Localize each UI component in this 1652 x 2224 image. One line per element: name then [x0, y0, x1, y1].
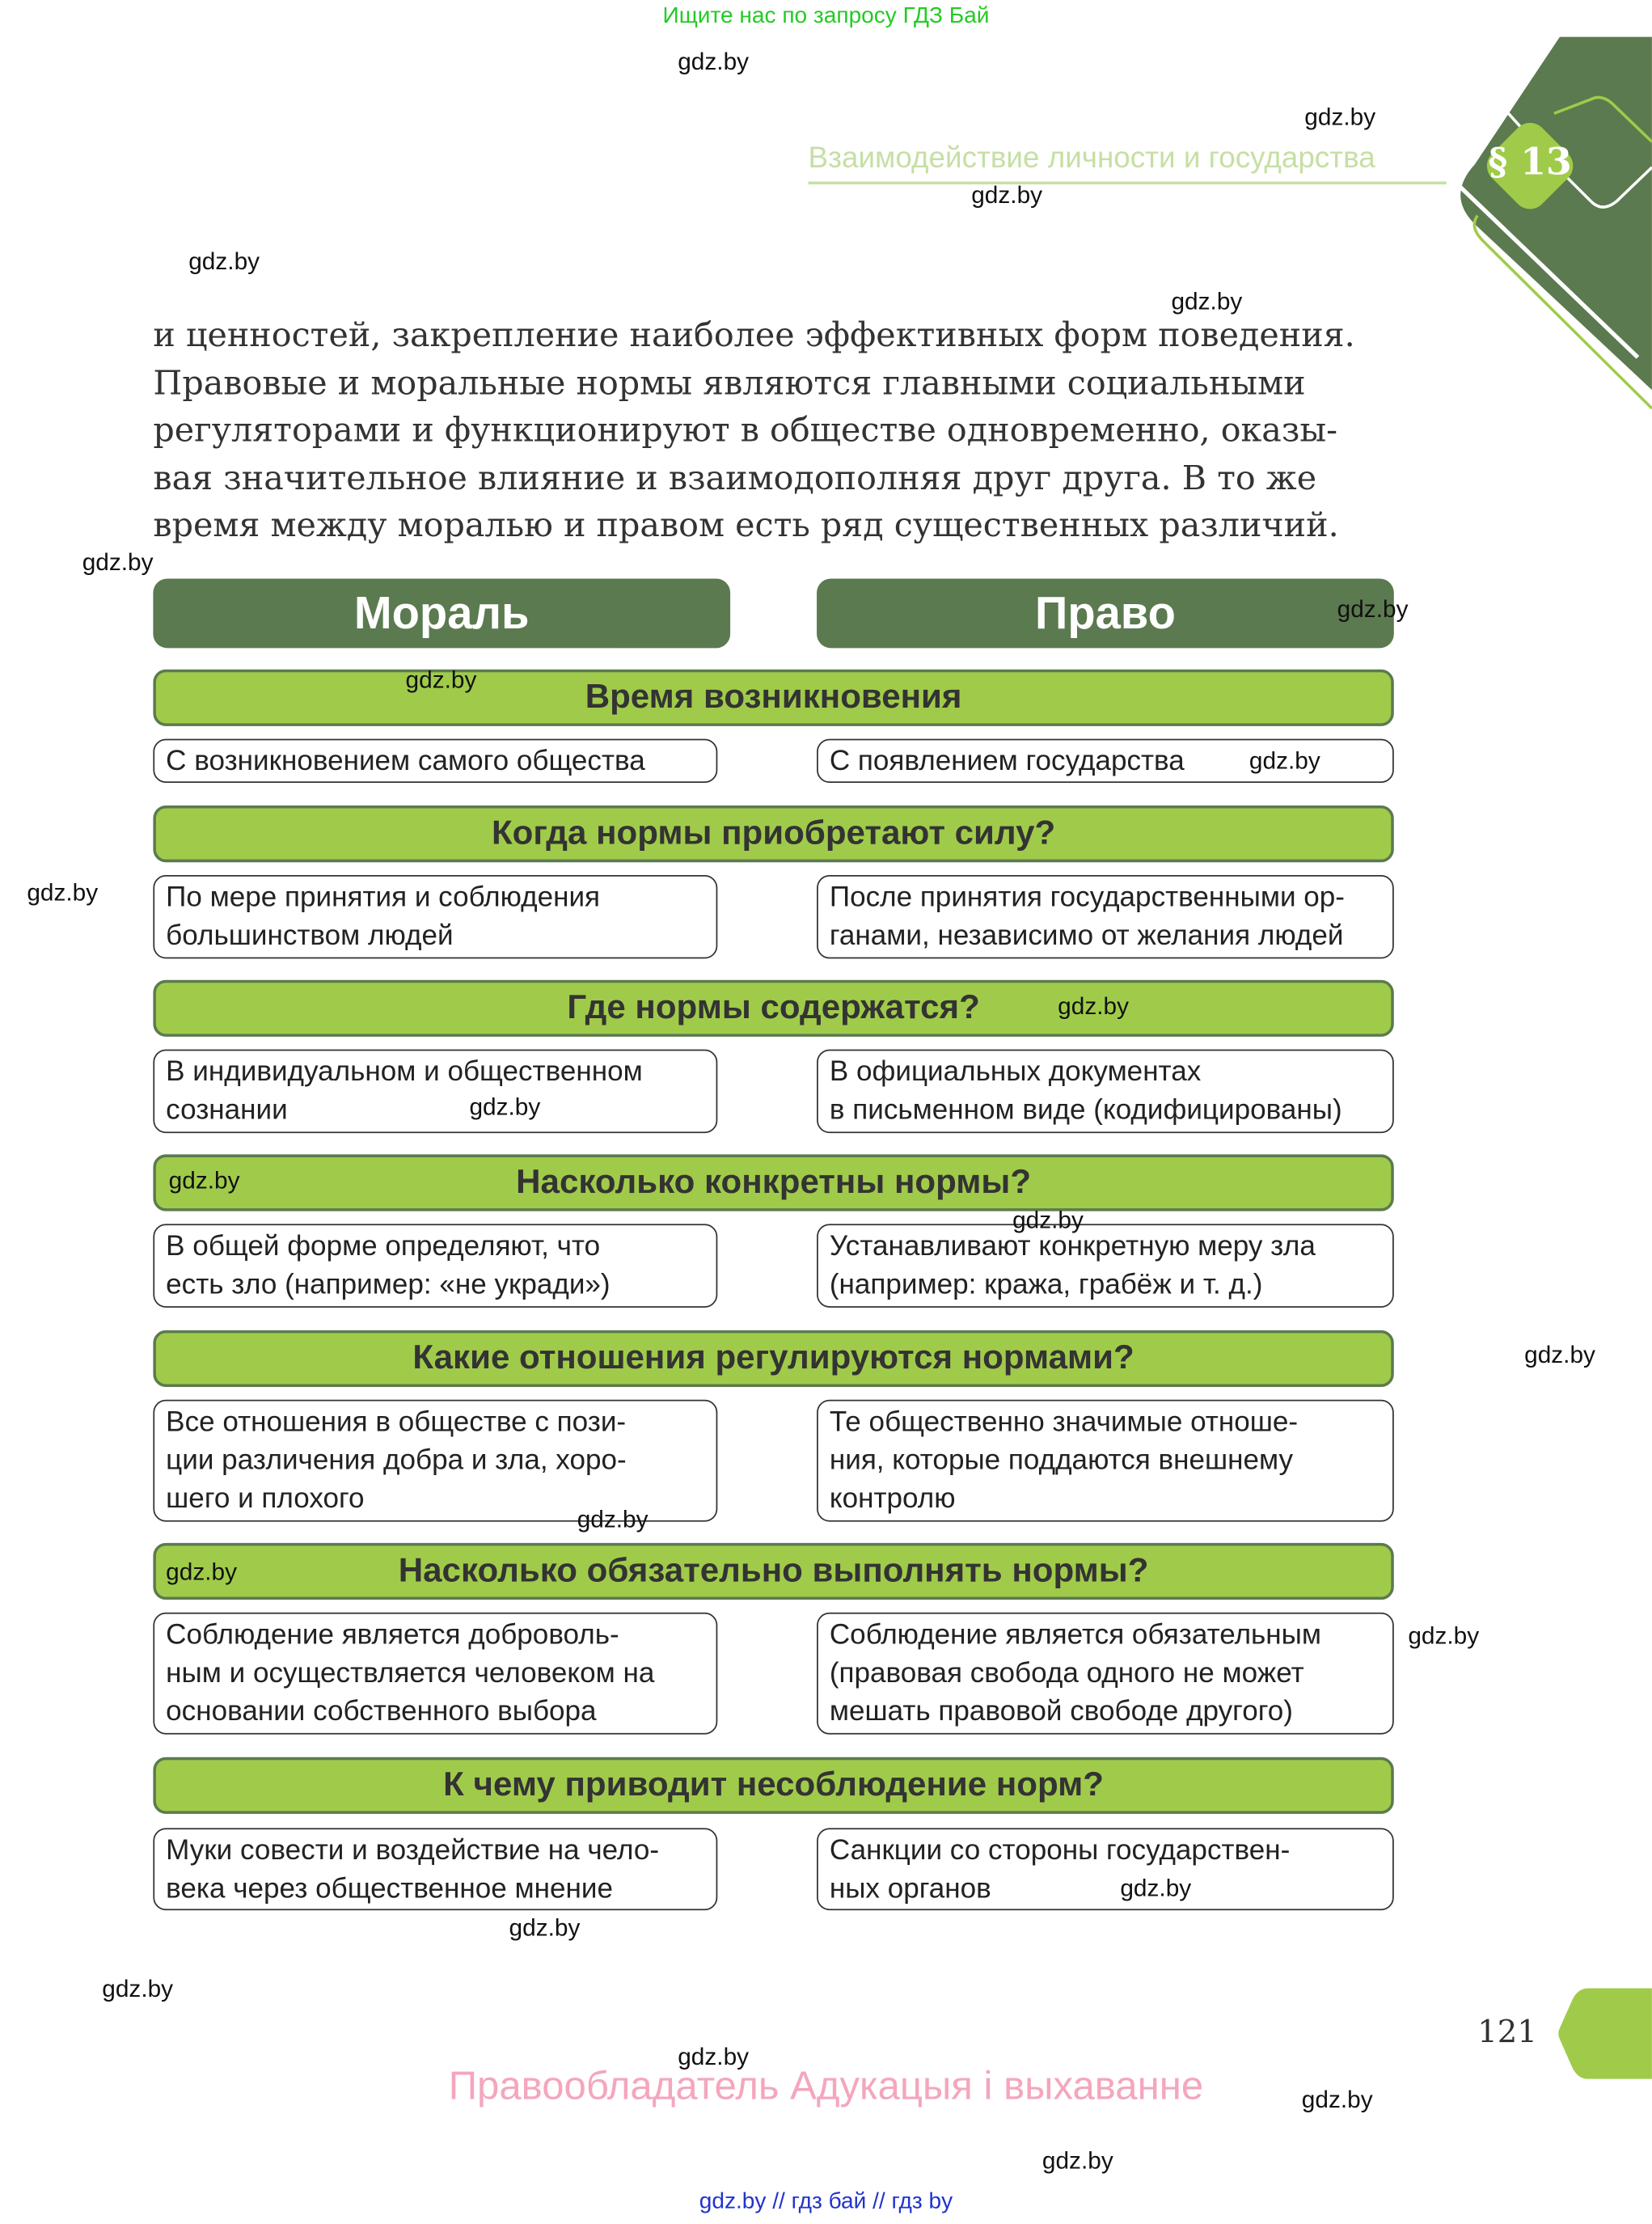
- paragraph-badge: § 13: [1483, 119, 1577, 213]
- morality-cell: Все отношения в обществе с пози- ции различения добра и зла, хоро- шего и плохого: [153, 1400, 717, 1522]
- law-cell: Соблюдение является обязательным (правовая свобода одного не может мешать правовой свободе другого): [817, 1613, 1394, 1735]
- question-bar: Где нормы содержатся?: [153, 980, 1393, 1037]
- watermark: gdz.by: [166, 1558, 238, 1586]
- morality-cell: Соблюдение является доброволь- ным и осуществляется человеком на основании собственного выбора: [153, 1613, 717, 1735]
- search-hint: Ищите нас по запросу ГДЗ Бай: [662, 4, 990, 29]
- chapter-underline: [809, 181, 1447, 184]
- watermark: gdz.by: [1012, 1207, 1084, 1234]
- morality-cell: С возникновением самого общества: [153, 739, 717, 783]
- watermark: gdz.by: [678, 2043, 750, 2071]
- paragraph-line: вая значительное влияние и взаимодополняя друг друга. В то же: [153, 458, 1317, 498]
- watermark: gdz.by: [1524, 1341, 1595, 1369]
- paragraph-line: регуляторами и функционируют в обществе одновременно, оказы-: [153, 410, 1338, 450]
- copyright-notice: Правообладатель Адукацыя і выхаванне: [448, 2063, 1204, 2108]
- law-cell: После принятия государственными ор- ганами, независимо от желания людей: [817, 875, 1394, 958]
- watermark: gdz.by: [27, 879, 99, 907]
- watermark: gdz.by: [1408, 1622, 1480, 1650]
- question-bar: Насколько конкретны нормы?: [153, 1154, 1393, 1211]
- paragraph-line: время между моралью и правом есть ряд существенных различий.: [153, 505, 1339, 546]
- watermark: gdz.by: [469, 1093, 541, 1121]
- watermark: gdz.by: [577, 1506, 649, 1533]
- body-paragraph: [153, 312, 1401, 551]
- law-cell: В официальных документах в письменном виде (кодифицированы): [817, 1050, 1394, 1133]
- column-header-law: Право: [817, 578, 1394, 648]
- watermark: gdz.by: [1171, 287, 1243, 315]
- question-bar: К чему приводит несоблюдение норм?: [153, 1757, 1393, 1814]
- watermark: gdz.by: [1304, 104, 1376, 131]
- column-header-morality: Мораль: [153, 578, 730, 648]
- watermark: gdz.by: [1058, 992, 1130, 1020]
- question-bar: Время возникновения: [153, 670, 1393, 726]
- chapter-title: Взаимодействие личности и государства: [808, 142, 1375, 175]
- watermark: gdz.by: [971, 181, 1043, 209]
- law-cell: Устанавливают конкретную меру зла (например: кража, грабёж и т. д.): [817, 1224, 1394, 1307]
- watermark: gdz.by: [168, 1167, 240, 1194]
- paragraph-line: и ценностей, закрепление наиболее эффективных форм поведения.: [153, 315, 1355, 355]
- watermark: gdz.by: [1120, 1875, 1192, 1902]
- question-bar: Насколько обязательно выполнять нормы?: [153, 1543, 1393, 1600]
- watermark: gdz.by: [82, 548, 154, 576]
- watermark: gdz.by: [1337, 595, 1409, 623]
- morality-cell: По мере принятия и соблюдения большинством людей: [153, 875, 717, 958]
- watermark: gdz.by: [1041, 2146, 1113, 2175]
- law-cell: Те общественно значимые отноше- ния, которые поддаются внешнему контролю: [817, 1400, 1394, 1522]
- watermark: gdz.by: [188, 247, 260, 276]
- law-cell: Санкции со стороны государствен- ных органов: [817, 1828, 1394, 1910]
- morality-cell: В общей форме определяют, что есть зло (например: «не укради»): [153, 1224, 717, 1307]
- law-cell: С появлением государства: [817, 739, 1394, 783]
- morality-cell: Муки совести и воздействие на чело- века через общественное мнение: [153, 1828, 717, 1910]
- question-bar: Когда нормы приобретают силу?: [153, 805, 1393, 862]
- page-number: 121: [1477, 2015, 1537, 2051]
- paragraph-line: Правовые и моральные нормы являются главными социальными: [153, 362, 1306, 403]
- question-bar: Какие отношения регулируются нормами?: [153, 1330, 1393, 1387]
- watermark: gdz.by: [1249, 747, 1320, 775]
- watermark: gdz.by: [509, 1914, 581, 1942]
- paragraph-corner-decoration: [1418, 28, 1652, 425]
- watermark: gdz.by: [102, 1975, 174, 2003]
- watermark: gdz.by: [678, 48, 750, 75]
- bottom-site-link[interactable]: gdz.by // гдз бай // гдз by: [699, 2189, 953, 2214]
- watermark: gdz.by: [1301, 2086, 1373, 2113]
- morality-cell: В индивидуальном и общественном сознании: [153, 1050, 717, 1133]
- watermark: gdz.by: [405, 666, 477, 694]
